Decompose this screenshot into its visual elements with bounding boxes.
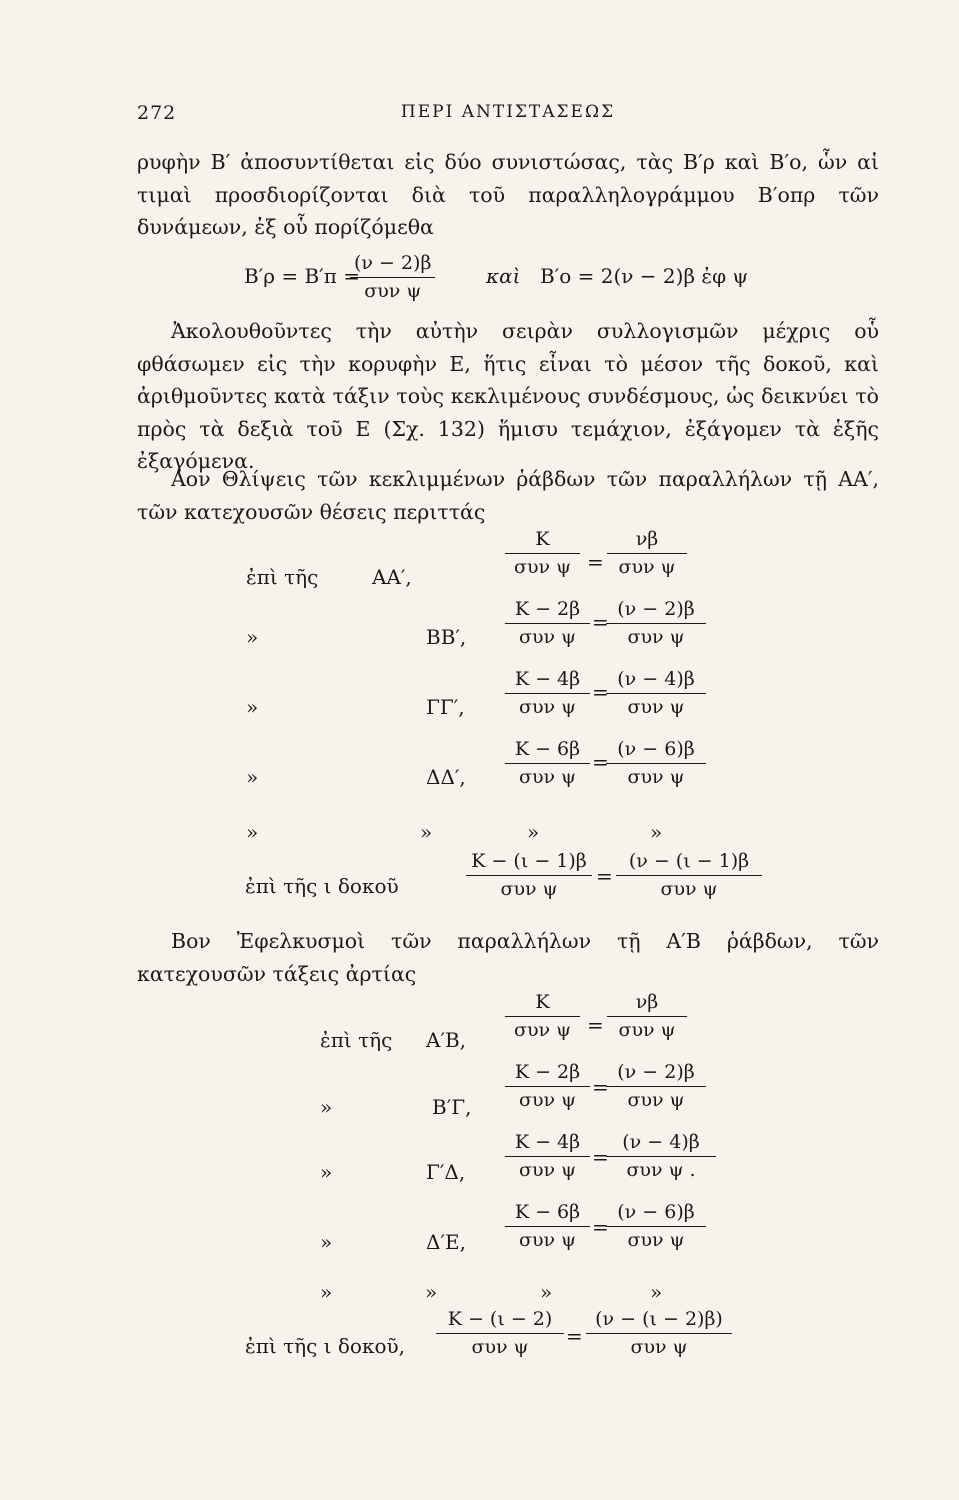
numerator: K − 4β bbox=[514, 1131, 581, 1153]
equals-sign: = bbox=[587, 1013, 604, 1037]
rhs-fraction bbox=[606, 1063, 706, 1110]
numerator: K bbox=[535, 991, 550, 1013]
numerator: (ν − 4)β bbox=[617, 668, 695, 690]
intro-paragraph: ρυφὴν B′ ἀποσυντίθεται εἰς δύο συνιστώσας, τὰς B′ρ καὶ B′ο, ὧν αἱ τιμαὶ προσδιορίζονται διὰ τοῦ παραλληλογράμμου B′οπρ τῶν δυνάμεων, ἐξ οὗ πορίζόμεθα bbox=[137, 150, 879, 239]
rhs-fraction bbox=[606, 740, 706, 787]
numerator: K − 6β bbox=[514, 738, 581, 760]
denominator: συν ψ . bbox=[626, 1159, 696, 1181]
denominator: συν ψ bbox=[518, 626, 576, 648]
running-header bbox=[137, 102, 879, 132]
denominator: συν ψ bbox=[627, 626, 685, 648]
lhs-fraction bbox=[505, 530, 580, 577]
row-label: B′Γ, bbox=[432, 1095, 472, 1119]
section-a-heading: Aον Θλίψεις τῶν κεκλιμμένων ῥάβδων τῶν παραλλήλων τῇ AA′, τῶν κατεχουσῶν θέσεις περιττάς bbox=[137, 467, 879, 524]
reasoning-paragraph: Ἀκολουθοῦντες τὴν αὐτὴν σειρὰν συλλογισμῶν μέχρις οὗ φθάσωμεν εἰς τὴν κορυφὴν E, ἥτις εἶναι τὸ μέσον τῆς δοκοῦ, καὶ ἀριθμοῦντες κατὰ τάξιν τοὺς κεκλιμένους συνδέσμους, ὡς δεικνύει τὸ πρὸς τὰ δεξιὰ τοῦ E (Σχ. 132) ἥμισυ τεμάχιον, ἐξάγομεν τὰ ἑξῆς ἐξαγόμενα. bbox=[137, 319, 879, 473]
lhs-fraction bbox=[505, 740, 590, 787]
denominator: συν ψ bbox=[471, 1336, 529, 1358]
row-prefix: » bbox=[320, 1095, 333, 1119]
lhs-fraction bbox=[436, 1310, 564, 1357]
row-prefix: ἐπὶ τῆς bbox=[320, 1028, 393, 1052]
row-label: A′B, bbox=[426, 1028, 467, 1052]
formula1-fraction bbox=[350, 254, 435, 301]
rhs-fraction bbox=[606, 670, 706, 717]
equals-sign: = bbox=[566, 1324, 583, 1348]
numerator: (ν − (ι − 2)β) bbox=[595, 1308, 723, 1330]
rhs-fraction bbox=[606, 600, 706, 647]
row-label: Γ′Δ, bbox=[426, 1160, 466, 1184]
numerator: (ν − 6)β bbox=[617, 738, 695, 760]
numerator: K − (ι − 2) bbox=[447, 1308, 553, 1330]
numerator: νβ bbox=[635, 991, 659, 1013]
numerator: (ν − 2)β bbox=[617, 598, 695, 620]
denominator: συν ψ bbox=[518, 766, 576, 788]
lhs-fraction bbox=[505, 1133, 590, 1180]
numerator: (ν − 2)β bbox=[617, 1061, 695, 1083]
row-prefix: » bbox=[320, 1160, 333, 1184]
denominator: συν ψ bbox=[618, 1019, 676, 1041]
numerator: K bbox=[535, 528, 550, 550]
numerator: (ν − 6)β bbox=[617, 1201, 695, 1223]
lhs-fraction bbox=[466, 852, 592, 899]
running-title: ΠΕΡΙ ΑΝΤΙΣΤΑΣΕΩΣ bbox=[400, 102, 616, 122]
lhs-fraction bbox=[505, 1063, 590, 1110]
lhs-fraction bbox=[505, 993, 580, 1040]
lhs-fraction bbox=[505, 1203, 590, 1250]
rhs-fraction bbox=[616, 852, 762, 899]
formula1-lhs: B′ρ = B′π = bbox=[244, 264, 360, 288]
equals-sign: = bbox=[592, 1215, 609, 1239]
denominator: συν ψ bbox=[627, 1089, 685, 1111]
denominator: συν ψ bbox=[518, 696, 576, 718]
denominator: συν ψ bbox=[513, 1019, 571, 1041]
denominator: συν ψ bbox=[500, 878, 558, 900]
lhs-fraction bbox=[505, 600, 590, 647]
equals-sign: = bbox=[587, 550, 604, 574]
denominator: συν ψ bbox=[518, 1159, 576, 1181]
numerator: K − 4β bbox=[514, 668, 581, 690]
row-label: ἐπὶ τῆς ι δοκοῦ bbox=[245, 874, 399, 898]
row-label: BB′, bbox=[426, 625, 467, 649]
denominator: συν ψ bbox=[518, 1089, 576, 1111]
section-b-heading: Bον Ἐφελκυσμοὶ τῶν παραλλήλων τῇ A′B ῥάβδων, τῶν κατεχουσῶν τάξεις ἀρτίας bbox=[137, 929, 879, 986]
row-label: ΓΓ′, bbox=[426, 695, 465, 719]
lhs-fraction bbox=[505, 670, 590, 717]
denominator: συν ψ bbox=[627, 766, 685, 788]
ditto-mark: » bbox=[650, 820, 663, 844]
page-number: 272 bbox=[137, 102, 177, 124]
row-prefix: » bbox=[320, 1230, 333, 1254]
denominator: συν ψ bbox=[630, 1336, 688, 1358]
formula1-numerator: (ν − 2)β bbox=[354, 252, 432, 274]
row-prefix: » bbox=[246, 695, 259, 719]
ditto-mark: » bbox=[420, 820, 433, 844]
denominator: συν ψ bbox=[627, 1229, 685, 1251]
formula1-conjunction: καὶ bbox=[486, 264, 521, 288]
row-prefix: » bbox=[246, 765, 259, 789]
rhs-fraction bbox=[607, 993, 687, 1040]
ditto-mark: » bbox=[540, 1280, 553, 1304]
denominator: συν ψ bbox=[513, 556, 571, 578]
row-prefix: ἐπὶ τῆς bbox=[246, 565, 319, 589]
equals-sign: = bbox=[592, 610, 609, 634]
numerator: (ν − (ι − 1)β bbox=[628, 850, 750, 872]
ditto-mark: » bbox=[425, 1280, 438, 1304]
rhs-fraction bbox=[606, 1133, 716, 1180]
denominator: συν ψ bbox=[627, 696, 685, 718]
row-label: AA′, bbox=[372, 565, 412, 589]
row-label: ἐπὶ τῆς ι δοκοῦ, bbox=[245, 1334, 406, 1358]
formula1-rhs: B′ο = 2(ν − 2)β ἐφ ψ bbox=[540, 264, 749, 288]
equals-sign: = bbox=[596, 864, 613, 888]
denominator: συν ψ bbox=[660, 878, 718, 900]
numerator: K − 2β bbox=[514, 1061, 581, 1083]
row-label: ΔΔ′, bbox=[426, 765, 466, 789]
ditto-mark: » bbox=[320, 1280, 333, 1304]
equals-sign: = bbox=[592, 750, 609, 774]
numerator: νβ bbox=[635, 528, 659, 550]
numerator: K − (ι − 1)β bbox=[471, 850, 587, 872]
equals-sign: = bbox=[592, 1145, 609, 1169]
rhs-fraction bbox=[606, 1203, 706, 1250]
numerator: (ν − 4)β bbox=[622, 1131, 700, 1153]
numerator: K − 2β bbox=[514, 598, 581, 620]
rhs-fraction bbox=[586, 1310, 732, 1357]
equals-sign: = bbox=[592, 1075, 609, 1099]
equals-sign: = bbox=[592, 680, 609, 704]
formula1-denominator: συν ψ bbox=[364, 280, 422, 302]
denominator: συν ψ bbox=[518, 1229, 576, 1251]
row-prefix: » bbox=[246, 625, 259, 649]
row-label: Δ′E, bbox=[426, 1230, 466, 1254]
ditto-mark: » bbox=[246, 820, 259, 844]
numerator: K − 6β bbox=[514, 1201, 581, 1223]
rhs-fraction bbox=[607, 530, 687, 577]
ditto-mark: » bbox=[527, 820, 540, 844]
denominator: συν ψ bbox=[618, 556, 676, 578]
ditto-mark: » bbox=[650, 1280, 663, 1304]
